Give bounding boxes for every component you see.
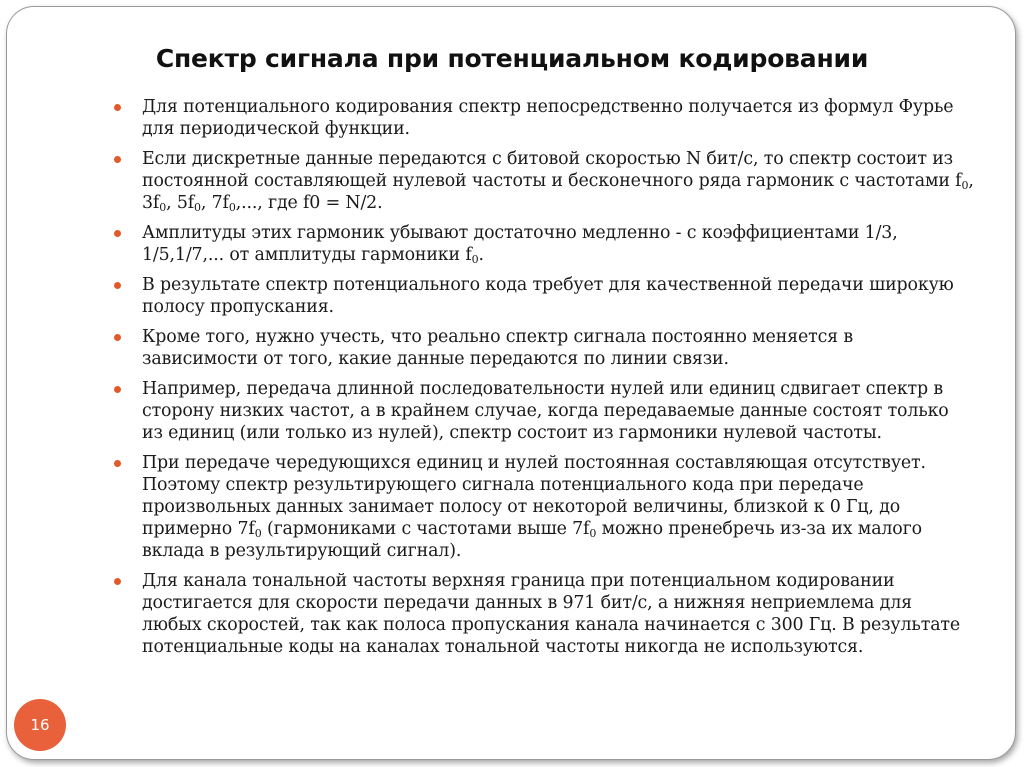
bullet-text-fragment: ,..., где f0 = N/2. — [235, 193, 383, 213]
bullet-dot-icon — [114, 578, 121, 585]
bullet-item — [114, 148, 974, 214]
bullet-text-fragment: , 3f — [142, 171, 974, 213]
bullet-list — [114, 96, 974, 666]
subscript: 0 — [589, 527, 597, 540]
bullet-item — [114, 570, 974, 658]
subscript: 0 — [194, 201, 201, 214]
subscript: 0 — [471, 253, 479, 266]
page-number-badge: 16 — [14, 699, 66, 751]
subscript: 0 — [228, 201, 236, 214]
bullet-item — [114, 222, 974, 266]
subscript: 0 — [961, 179, 969, 192]
bullet-dot-icon — [114, 230, 121, 237]
bullet-text: В результате спектр потенциального кода требует для качественной передачи широкую полосу пропускания. — [142, 275, 954, 317]
slide-title: Спектр сигнала при потенциальном кодировании — [155, 44, 869, 73]
bullet-item — [114, 452, 974, 562]
bullet-text: Например, передача длинной последовательности нулей или единиц сдвигает спектр в сторону низких частот, а в крайнем случае, когда передаваемые данные состоят только из единиц (или только из нулей), спектр состоит из гармоники нулевой частоты. — [142, 379, 949, 443]
bullet-text: Кроме того, нужно учесть, что реально спектр сигнала постоянно меняется в зависимости от того, какие данные передаются по линии связи. — [142, 327, 853, 369]
bullet-item — [114, 96, 974, 140]
bullet-text-fragment: . — [478, 245, 484, 265]
bullet-item — [114, 274, 974, 318]
subscript: 0 — [159, 201, 167, 214]
bullet-dot-icon — [114, 104, 121, 111]
bullet-text: При передаче чередующихся единиц и нулей постоянная составляющая отсутствует. Поэтому спектр результирующего сигнала потенциального кода при передаче произвольных данных занимает полосу от некоторой величины, близкой к 0 Гц, до примерно 7f — [142, 453, 926, 539]
bullet-text: Для потенциального кодирования спектр непосредственно получается из формул Фурье для периодической функции. — [142, 97, 954, 139]
bullet-item — [114, 378, 974, 444]
bullet-text: Амплитуды этих гармоник убывают достаточно медленно - с коэффициентами 1/3, 1/5,1/7,... от амплитуды гармоники f — [142, 223, 898, 265]
bullet-dot-icon — [114, 282, 121, 289]
bullet-text-fragment: (гармониками с частотами выше 7f — [261, 519, 590, 539]
bullet-dot-icon — [114, 334, 121, 341]
subscript: 0 — [254, 527, 262, 540]
bullet-text: Для канала тональной частоты верхняя граница при потенциальном кодировании достигается для скорости передачи данных в 971 бит/с, а нижняя неприемлема для любых скоростей, так как полоса пропускания канала начинается с 300 Гц. В результате потенциальные коды на каналах тональной частоты никогда не используются. — [142, 571, 961, 657]
bullet-text-fragment: , 7f — [200, 193, 229, 213]
bullet-text: Если дискретные данные передаются с битовой скоростью N бит/с, то спектр состоит из постоянной составляющей нулевой частоты и бесконечного ряда гармоник с частотами f — [142, 149, 962, 191]
bullet-item — [114, 326, 974, 370]
bullet-text-fragment: можно пренебречь из-за их малого вклада в результирующий сигнал). — [142, 519, 922, 561]
bullet-dot-icon — [114, 460, 121, 467]
bullet-dot-icon — [114, 156, 121, 163]
bullet-text-fragment: , 5f — [166, 193, 195, 213]
bullet-dot-icon — [114, 386, 121, 393]
